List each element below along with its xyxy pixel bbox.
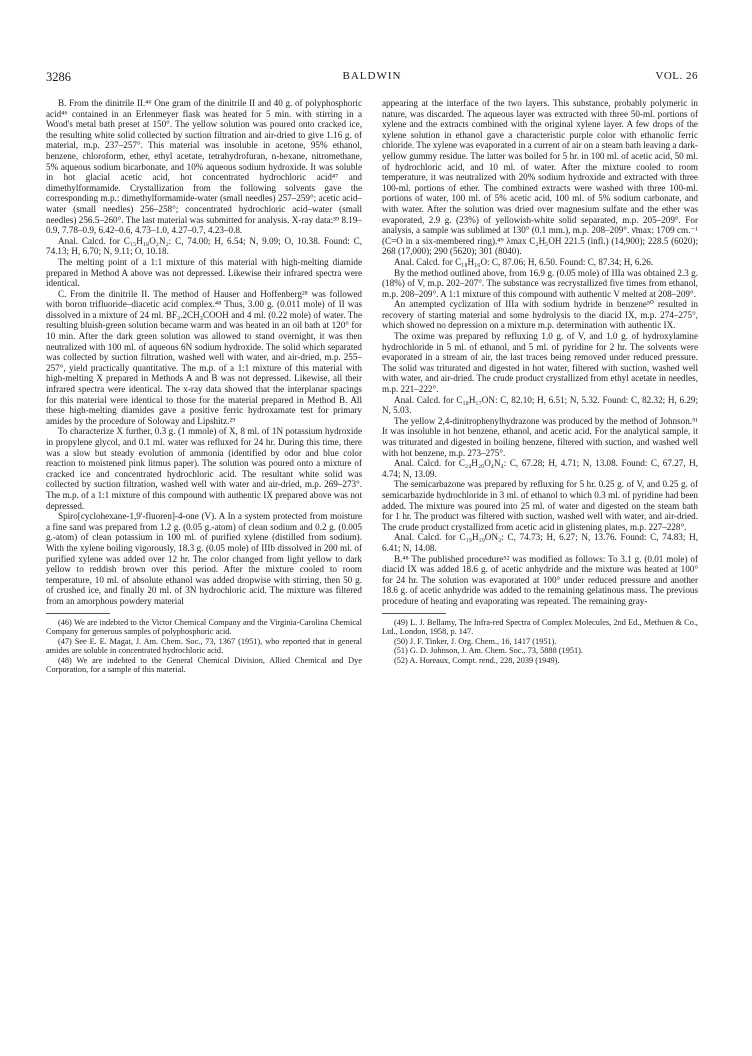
paragraph: Anal. Calcd. for C₁₅H₁₈O₂N₂: C, 74.00; H, 6.54; N, 9.09; O, 10.38. Found: C, 74.13; H, 6.70; N, 9.11; O, 10.18. xyxy=(46,235,362,257)
paragraph: Anal. Calcd. for C₁₈H₁₆O: C, 87.06; H, 6.50. Found: C, 87.34; H, 6.26. xyxy=(394,256,654,267)
page-header xyxy=(46,70,698,86)
paragraph: Anal. Calcd. for C₂₄H₂₀O₄N₄: C, 67.28; H, 4.71; N, 13.08. Found: C, 67.27, H, 4.74; N, 13.09. xyxy=(382,458,698,479)
paragraph: Anal. Calcd. for C₁₉H₁₉ON₃: C, 74.73; H, 6.27; N, 13.76. Found: C, 74.83; H, 6.41; N, 14.08. xyxy=(382,532,698,553)
paragraph: The oxime was prepared by refluxing 1.0 g. of V, and 1.0 g. of hydroxylamine hydrochloride in 5 ml. of ethanol, and 5 ml. of pyridine for 2 hr. The solvents were evaporated in a stream of air, the last traces being removed under reduced pressure. The solid was triturated and digested in hot water, filtered with suction, washed well with water, and air-dried. The crude product crystallized from ethyl acetate in needles, m.p. 221–222°. xyxy=(382,331,698,395)
paragraph: Spiro[cyclohexane-1,9'-fluoren]-4-one (V). A In a system protected from moisture a fine sand was prepared from 1.2 g. (0.05 g.-atom) of clean sodium and 0.2 g. (0.005 g.-atom) of clean potassium in 100 ml. of purified xylene (distilled from sodium). With the xylene boiling vigorously, 18.3 g. (0.05 mole) of IIIb dissolved in 200 ml. of purified xylene was added over 12 hr. The color changed from light yellow to dark yellow to reddish brown over this period. After the mixture cooled to room temperature, 10 ml. of absolute ethanol was added dropwise with stirring, then 50 g. of crushed ice, and finally 20 ml. of 3N hydrochloric acid. The mixture was filtered from an amorphous powdery material xyxy=(46,511,362,606)
page-number: 3286 xyxy=(46,70,71,84)
footnote-rule xyxy=(46,613,110,614)
paragraph: B. From the dinitrile II.⁴⁶ One gram of the dinitrile II and 40 g. of polyphosphoric acid⁴⁶ contained in an Erlenmeyer flask was heated for 5 min. with stirring in a Wood's metal bath preset at 150°. The yellow solution was poured onto cracked ice, the resulting white solid collected by suction filtration and air-dried to give 1.16 g. of material, m.p. 237–257°. This material was insoluble in acetone, 95% ethanol, benzene, chloroform, ether, ethyl acetate, tetrahydrofuran, n-hexane, nitromethane, 5% aqueous sodium bicarbonate, and 10% aqueous sodium hydroxide. It was soluble in hot glacial acetic acid, hot concentrated hydrochloric acid⁴⁷ and dimethylformamide. Crystallization from the following solvents gave the corresponding m.p.: dimethylformamide-water (small needles) 257–259°; acetic acid–water (small needles) 256–258°; concentrated hydrochloric acid–water (small needles) 256.5–260°. The last material was submitted for analysis. X-ray data:³⁹ 8.19–0.9, 7.78–0.9, 6.42–0.6, 4.73–1.0, 4.27–0.7, 4.23–0.8. xyxy=(46,98,362,236)
footnote: (50) J. F. Tinker, J. Org. Chem., 16, 1417 (1951). xyxy=(394,636,557,646)
paragraph: An attempted cyclization of IIIa with sodium hydride in benzene⁵⁰ resulted in recovery of starting material and some hydrolysis to the diacid IX, m.p. 274–275°, which showed no depression on a mixture m.p. determination with authentic IX. xyxy=(382,299,698,331)
footnote-rule xyxy=(382,613,446,614)
right-column xyxy=(382,98,698,665)
paragraph: appearing at the interface of the two layers. This substance, probably polymeric in nature, was discarded. The aqueous layer was extracted with three 50-ml. portions of xylene and the extracts combined with the original xylene layer. A few drops of the xylene solution in ethanol gave a characteristic purple color with ethanolic ferric chloride. The xylene was evaporated in a current of air on a steam bath leaving a dark-yellow gummy residue. The latter was boiled for 5 hr. in 100 ml. of acetic acid, 50 ml. of hydrochloric acid, and 10 ml. of water. After the mixture cooled to room temperature, it was neutralized with 20% sodium hydroxide and extracted with three 100-ml. portions of ether. The combined extracts were washed with three 100-ml. portions of water, 100 ml. of 5% acetic acid, 100 ml. of 5% sodium carbonate, and with water. After the solution was dried over magnesium sulfate and the ether was evaporated, 2.9 g. (23%) of yellowish-white solid separated, m.p. 205–209°. For analysis, a sample was sublimed at 130° (0.1 mm.), m.p. 208–209°. ν̄max: 1709 cm.⁻¹ (C=O in a six-membered ring).⁴⁹ λmax C₂H₅OH 221.5 (infl.) (14,900); 228.5 (6020); 268 (17,000); 290 (5620); 301 (8040). xyxy=(382,98,698,257)
paragraph: To characterize X further, 0.3 g. (1 mmole) of X, 8 ml. of 1N potassium hydroxide in propylene glycol, and 0.1 ml. water was refluxed for 24 hr. During this time, there was a slow but steady evolution of ammonia (identified by odor and blue color reaction to moistened pink litmus paper). The solution was poured onto a mixture of cracked ice and concentrated hydrochloric acid. The resultant white solid was collected by suction filtration, washed well with water and air-dried, m.p. 269–273°. The m.p. of a 1:1 mixture of this compound with authentic IX prepared above was not depressed. xyxy=(46,426,362,511)
footnote: (52) A. Horeaux, Compt. rend., 228, 2039 (1949). xyxy=(394,655,560,665)
paragraph: The semicarbazone was prepared by refluxing for 5 hr. 0.25 g. of V, and 0.25 g. of semicarbazide hydrochloride in 3 ml. of ethanol to which 0.3 ml. of pyridine had been added. The mixture was poured into 25 ml. of water and digested on the steam bath for 1 hr. The product was filtered with suction, washed well with water, and air-dried. The crude product crystallized from acetic acid in glistening plates, m.p. 227–228°. xyxy=(382,479,698,532)
paragraph: B.⁴⁸ The published procedure⁵² was modified as follows: To 3.1 g. (0.01 mole) of diacid IX was added 18.6 g. of acetic anhydride and the mixture was heated at 100° for 24 hr. The solution was evaporated at 100° under reduced pressure and another 18.6 g. of acetic anhydride was added to the remaining gelatinous mass. The previous procedure of heating and evaporating was repeated. The remaining gray- xyxy=(382,553,698,606)
paragraph: Anal. Calcd. for C₁₈H₁₇ON: C, 82.10; H, 6.51; N, 5.32. Found: C, 82.32; H, 6.29; N, 5.03. xyxy=(382,394,698,416)
paragraph: The yellow 2,4-dinitrophenylhydrazone was produced by the method of Johnson.⁵¹ It was insoluble in hot benzene, ethanol, and acetic acid. For the analytical sample, it was triturated and digested in boiling benzene, filtered with suction, and washed well with hot benzene, m.p. 273–275°. xyxy=(382,415,698,458)
paragraph: C. From the dinitrile II. The method of Hauser and Hoffenberg²⁸ was followed with boron trifluoride–diacetic acid complex.⁴⁸ Thus, 3.00 g. (0.011 mole) of II was dissolved in a mixture of 24 ml. BF₃.2CH₃COOH and 4 ml. (0.22 mole) of water. The resulting bluish-green solution became warm and was heated in an oil bath at 120° for 10 min. After the dark green solution was allowed to stand overnight, it was then neutralized with 100 ml. of aqueous 6N sodium hydroxide. The solid which separated was collected by suction filtration, washed well with water, and air-dried, m.p. 255–257°, yield practically quantitative. The m.p. of a 1:1 mixture of this material with high-melting X prepared in Methods A and B was not depressed. Likewise, all their infrared spectra were identical. The x-ray data showed that the interplanar spacings for this material were identical to those for the material prepared in Method B. All these high-melting diamides gave a positive ferric hydroxamate test for primary amides by the procedure of Soloway and Lipshitz.²⁹ xyxy=(46,288,362,426)
footnote: (47) See E. E. Magat, J. Am. Chem. Soc., 73, 1367 (1951), who reported that in general amides are soluble in concentrated hydrochloric acid. xyxy=(46,636,362,656)
paragraph: By the method outlined above, from 16.9 g. (0.05 mole) of IIIa was obtained 2.3 g. (18%) of V, m.p. 202–207°. The substance was recrystallized five times from ethanol, m.p. 208–209°. A 1:1 mixture of this compound with authentic V melted at 208–209°. xyxy=(382,267,698,299)
volume-label: VOL. 26 xyxy=(655,70,698,82)
footnote: (49) L. J. Bellamy, The Infra-red Spectra of Complex Molecules, 2nd Ed., Methuen & Co., Ltd., London, 1958, p. 147. xyxy=(382,617,698,637)
footnote: (51) G. D. Johnson, J. Am. Chem. Soc., 73, 5888 (1951). xyxy=(394,646,583,656)
left-column xyxy=(46,98,362,675)
paragraph: The melting point of a 1:1 mixture of this material with high-melting diamide prepared in Method A above was not depressed. Likewise their infrared spectra were identical. xyxy=(46,256,362,289)
footnote: (46) We are indebted to the Victor Chemical Company and the Virginia-Carolina Chemical Company for generous samples of polyphosphoric acid. xyxy=(46,617,362,637)
running-title: BALDWIN xyxy=(342,70,402,82)
footnote: (48) We are indebted to the General Chemical Division, Allied Chemical and Dye Corporation, for a sample of this material. xyxy=(46,655,362,675)
